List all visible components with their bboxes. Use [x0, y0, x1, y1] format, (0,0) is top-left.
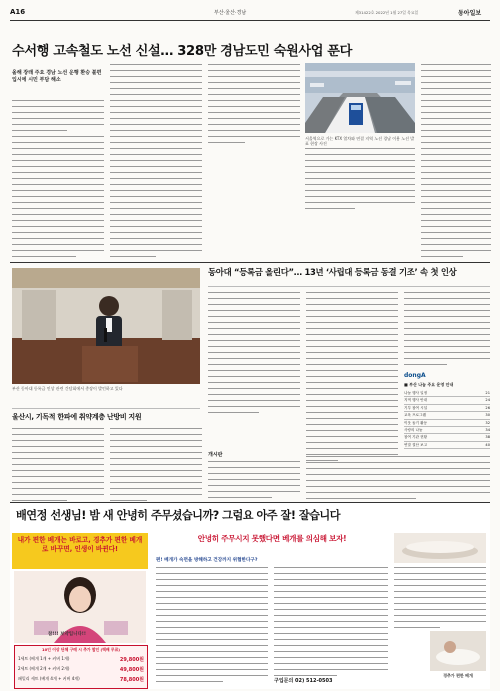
notice-box [404, 372, 490, 450]
ad-center-body-2 [274, 567, 388, 681]
feature-headline [208, 266, 490, 278]
ad-left-banner [12, 533, 148, 569]
ad-phone: 구입문의 02) 512-0503 [274, 678, 333, 684]
notice-row: 참여 기관 현황 38 [404, 434, 490, 441]
ad-product-image [394, 533, 486, 563]
ad-offer-title: 10인 이상 단체 구매 시 추가 할인 (택배 무료) [41, 647, 120, 652]
lead-body-col1 [12, 100, 104, 262]
notice-row: 지역 행사 안내 24 [404, 397, 490, 404]
feature-body-col1 [208, 292, 300, 418]
ad-area [10, 502, 490, 689]
notice-row: 나눔 행사 일정 21 [404, 390, 490, 397]
header-rule [10, 20, 490, 21]
notice-row: 교육 프로그램 30 [404, 412, 490, 419]
notice-brand-logo: dongA [404, 372, 426, 379]
board-title: 개시판 [208, 452, 223, 458]
ad-center-title: 안녕히 주무시지 못했다면 베개를 의심해 보자! [197, 534, 347, 543]
ad-headline: 배연정 선생님! 밤 새 안녕히 주무셨습니까? 그럼요 아주 잘! 잘습니다 [16, 509, 341, 522]
feature-body-col2 [306, 292, 398, 466]
lead-body-col3 [208, 64, 300, 148]
feature-kicker: 동아대 [208, 267, 232, 277]
ad-qa-question: 편! 베개가 숙면을 방해하고 건강까지 위협한다구? [156, 558, 258, 563]
ad-pillow-photo [430, 631, 486, 671]
lead-subhead: 올해 장래 주요 경남 노선 운행 환승 불편 입시에 시민 부담 해소 [12, 70, 102, 83]
page-number: A16 [10, 8, 26, 16]
lead-body-col4 [305, 148, 415, 214]
notice-row: 사랑의 나눔 34 [404, 427, 490, 434]
feature-headline-rule [208, 286, 490, 287]
feature-headline-text: “등록금 올린다”… 13년 ‘사립대 등록금 동결 기조’ 속 첫 인상 [234, 267, 457, 277]
notice-row: 이웃 돕기 활동 32 [404, 420, 490, 427]
board-body [208, 461, 300, 503]
feature-photo [12, 268, 200, 384]
ad-portrait [14, 571, 146, 643]
masthead-logo: 동아일보 [458, 10, 482, 17]
ad-offer-box [14, 645, 148, 689]
feature-body-col3 [404, 292, 490, 370]
lead-body-col5 [421, 64, 491, 261]
ad-offer-row-2: 2세트 (베개 2개 + 커버 2개) 49,800원 [18, 666, 144, 673]
ad-offer-row-3: 패밀리 세트 (베개 4개 + 커버 4개) 78,800원 [18, 676, 144, 683]
notice-row: 연말 결산 보고 40 [404, 442, 490, 449]
ad-left-banner-text: 내가 편한 베개는 바로고, 경추가 편한 베개로 바꾸면, 인생이 바뀐다! [17, 536, 143, 553]
section-divider-1 [10, 262, 490, 263]
lead-body-col2 [110, 64, 202, 261]
board-body-2 [306, 456, 490, 504]
ad-portrait-caption: 참!!! 보약입니다!! [48, 632, 86, 637]
lead-photo [305, 63, 415, 133]
page-header [10, 8, 490, 20]
lead-headline: 수서행 고속철도 노선 신설… 328만 경남도민 숙원사업 푼다 [12, 44, 352, 59]
issue-date: 제31422호 2022년 1월 27일 목요일 [355, 9, 419, 15]
ad-right-note: 경추가 편한 베개 [443, 673, 473, 678]
side-story-col1 [12, 428, 104, 506]
side-story-rule [12, 408, 200, 409]
side-story-col2 [110, 428, 202, 506]
ad-offer-row-1: 1세트 (베개 1개 + 커버 1개) 29,800원 [18, 656, 144, 663]
feature-photo-caption: 부산 동아대 등록금 인상 관련 간담회에서 총장이 발언하고 있다 [12, 386, 123, 391]
section-label: 부산·울산·경남 [214, 10, 247, 16]
notice-row: 기부 참여 시설 26 [404, 405, 490, 412]
side-story-headline: 울산시, 기독적 한파에 취약계층 난방비 지원 [12, 413, 142, 421]
ad-right-body [394, 567, 486, 633]
lead-photo-caption: 서울역으로 가는 KTX 열차와 연결 지역 노선 경남 이용 노선 발표 현장 사진 [305, 136, 415, 147]
ad-center-body-1 [156, 567, 268, 687]
notice-sub-title: ■ 부산 나눔 주요 운영 안내 [404, 382, 454, 387]
notice-table [404, 390, 490, 449]
